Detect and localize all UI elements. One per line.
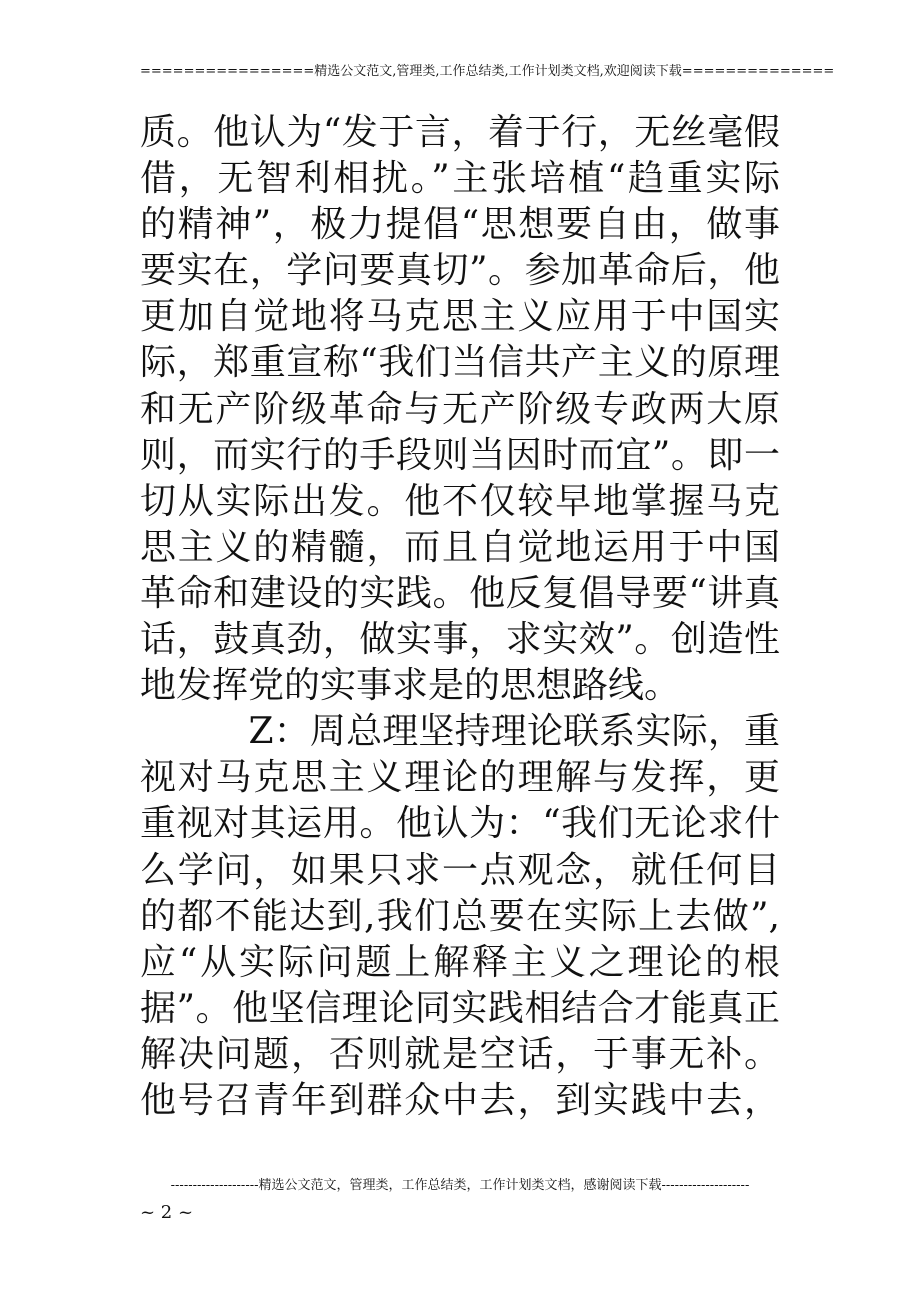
- text-line: 解决问题，否则就是空话，于事无补。: [140, 1033, 780, 1075]
- text-line: 思主义的精髓，而且自觉地运用于中国: [140, 526, 780, 568]
- text-line: 据”。他坚信理论同实践相结合才能真正: [140, 987, 780, 1029]
- document-body: [140, 110, 780, 1124]
- paragraph-start-line: Z：周总理坚持理论联系实际，重: [140, 711, 780, 753]
- text-line: 和无产阶级革命与无产阶级专政两大原: [140, 388, 780, 430]
- text-line: 重视对其运用。他认为：“我们无论求什: [140, 803, 780, 845]
- text-line: 质。他认为“发于言，着于行，无丝毫假: [140, 112, 780, 153]
- text-line: 际，郑重宣称“我们当信共产主义的原理: [140, 342, 780, 384]
- text-line: 的都不能达到,我们总要在实际上去做”,: [140, 895, 780, 937]
- text-line: 视对马克思主义理论的理解与发挥，更: [140, 757, 780, 799]
- page-header: ================精选公文范文,管理类,工作总结类,工作计划类文档,欢迎阅读下载==============: [140, 64, 835, 79]
- text-line: 的精神”，极力提倡“思想要自由，做事: [140, 204, 780, 246]
- text-line: 他号召青年到群众中去，到实践中去，: [140, 1079, 780, 1121]
- text-line: 借，无智利相扰。”主张培植“趋重实际: [140, 158, 780, 200]
- page-number: ~ 2 ~: [140, 1202, 194, 1223]
- text-line: 则，而实行的手段则当因时而宜”。即一: [140, 434, 780, 476]
- paragraph-end-line: 地发挥党的实事求是的思想路线。: [140, 665, 681, 707]
- text-line: 么学问，如果只求一点观念，就任何目: [140, 849, 780, 891]
- text-line: 革命和建设的实践。他反复倡导要“讲真: [140, 572, 780, 614]
- text-line: 更加自觉地将马克思主义应用于中国实: [140, 296, 780, 338]
- text-line: 切从实际出发。他不仅较早地掌握马克: [140, 480, 780, 522]
- page-footer: --------------------精选公文范文，管理类，工作总结类，工作计划类文档，感谢阅读下载--------------------: [170, 1178, 750, 1193]
- text-line: 话，鼓真劲，做实事，求实效”。创造性: [140, 619, 780, 661]
- text-line: 应“从实际问题上解释主义之理论的根: [140, 941, 780, 983]
- text-line: 要实在，学问要真切”。参加革命后，他: [140, 250, 780, 292]
